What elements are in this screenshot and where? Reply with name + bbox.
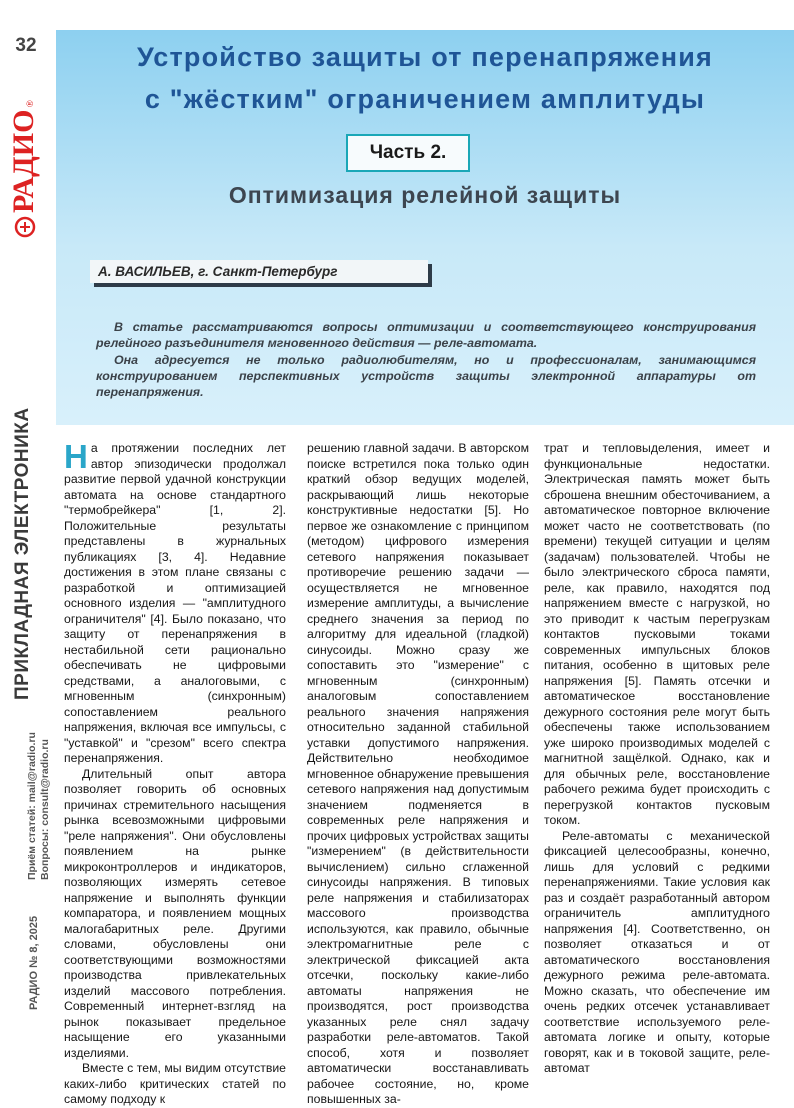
column-1: [64, 438, 286, 1108]
paragraph: Реле-автоматы с механической фиксацией целесообразны, конечно, лишь для условий с редкими перенапряжениями. Такие условия как раз и создаёт разработанный автором ограничитель амплитудного напряжения [4]. Соответственно, он позволяет отказаться и от автоматического восстановления дежурного режима реле-автомата. Можно сказать, что обеспечение им очень редких отсечек устанавливает соответствие используемого реле-автомата логике и опыту, которые говорят, как и в токовой защите, реле-автомат: [544, 828, 770, 1075]
paragraph: Длительный опыт автора позволяет говорить об основных причинах стремительного насыщения рынка всевозможными цифровыми "реле напряжения". Они обусловлены появлением на рынке микроконтроллеров и индикаторов, позволяющих измерять сетевое напряжение и выполнять функции компаратора, и появлением мощных малогабаритных реле. Другими словами, обусловлены они соответствующими возможностями производства привлекательных изделий массового потребления. Современный интернет-взгляд на рынок показывает предельное насыщение его указанными изделиями.: [64, 766, 286, 1060]
article-header: [56, 30, 794, 425]
column-2: [307, 441, 529, 1108]
svg-text:®: ®: [25, 100, 35, 107]
logo-text: РАДИО: [7, 109, 40, 213]
title-line-1: Устройство защиты от перенапряжения: [136, 42, 713, 72]
title-line-2: с "жёстким" ограничением амплитуды: [144, 84, 706, 114]
paragraph: Вместе с тем, мы видим отсутствие каких-либо критических статей по самому подходу к: [64, 1061, 286, 1106]
column-3: [544, 441, 770, 1077]
paragraph-text: а протяжении последних лет автор эпизодически продолжал развитие первой удачной конструкции автомата на основе стандартного "термобрейкера" [1, 2]. Положительные результаты представлены в журнальных публикациях [3, 4]. Недавние достижения в этом плане связаны с разработкой и оптимизацией основного изделия — "амплитудного ограничителя" [4]. Было показано, что защиту от перенапряжения в нестабильной сети рационально обеспечивать не цифровыми средствами, а аналоговыми, с мгновенным (синхронным) сопоставлением реального напряжения, включая все импульсы, с "уставкой" и "срезом" всего спектра перенапряжения.: [64, 441, 286, 765]
paragraph: трат и тепловыделения, имеет и функциональные недостатки. Электрическая память может быть сброшена внешним обесточиванием, а автоматическое повторное включение может часто не соответствовать (по времени) текущей ситуации и целям (задачам) пользователей. Чтобы не было электрического сброса памяти, реле, как правило, находятся под напряжением вместе с нагрузкой, но это приводит к частым перегрузкам контактов пусковыми токами современных импульсных блоков питания, особенно в щитовых реле напряжения [5]. Память отсечки и автоматическое восстановление дежурного состояния реле могут быть обеспечены также использованием уже широко производимых моделей с магнитной защёлкой. Однако, как и для обычных реле, восстановление рабочего режима будет происходить с перегрузкой контактов пусковым током.: [544, 441, 770, 827]
subtitle: Оптимизация релейной защиты: [228, 182, 622, 208]
issue-info: РАДИО № 8, 2025: [28, 915, 40, 1010]
radio-logo: [6, 95, 44, 245]
part-label: Часть 2.: [346, 134, 470, 172]
section-title: ПРИКЛАДНАЯ ЭЛЕКТРОНИКА: [12, 407, 33, 700]
paragraph: [64, 438, 286, 767]
abstract-paragraph-1: В статье рассматриваются вопросы оптимизации и соответствующего конструирования релейного разъединителя мгновенного действия — реле-автомата.: [96, 320, 756, 351]
author: А. ВАСИЛЬЕВ, г. Санкт-Петербург: [90, 260, 428, 283]
paragraph: решению главной задачи. В авторском поиске встретился пока только один краткий обзор ведущих моделей, раскрывающий лишь некоторые конструктивные недостатки [5]. Но первое же ознакомление с принципом (методом) цифрового измерения сетевого напряжения показывает противоречие решению задачи — осуществляется не мгновенное измерение амплитуды, а вычисление среднего значения за период по алгоритму для идеальной (гладкой) синусоиды. Можно сразу же сопоставить это "измерение" с мгновенным (синхронным) аналоговым сопоставлением реального значения напряжения относительно заданной стабильной уставки допустимого напряжения. Действительно необходимое мгновенное обнаружение превышения сетевого напряжения над допустимым значением подменяется в современных реле напряжения и прочих цифровых устройствах защиты "измерением" (в действительности вычислением) сильно сглаженной синусоиды напряжения. В типовых реле напряжения и стабилизаторах массового производства используются, как правило, обычные электромагнитные реле с электрической фиксацией акта отсечки, поскольку какие-либо автоматы напряжения не производятся, рост производства указанных реле снял задачу разработки реле-автоматов. Такой способ, хотя и позволяет автоматически восстанавливать рабочее состояние, но, кроме повышенных за-: [307, 441, 529, 1106]
drop-cap: Н: [64, 438, 88, 475]
abstract-paragraph-2: Она адресуется не только радиолюбителям, но и профессионалам, занимающимся конструированием перспективных устройств защиты электронной аппаратуры от перенапряжения.: [96, 352, 756, 400]
page-number: 32: [15, 35, 37, 56]
mail-questions: Вопросы: consult@radio.ru: [39, 739, 51, 880]
side-strip: [0, 0, 50, 1037]
abstract: [96, 319, 756, 400]
mail-submissions: Приём статей: mail@radio.ru: [26, 732, 38, 880]
